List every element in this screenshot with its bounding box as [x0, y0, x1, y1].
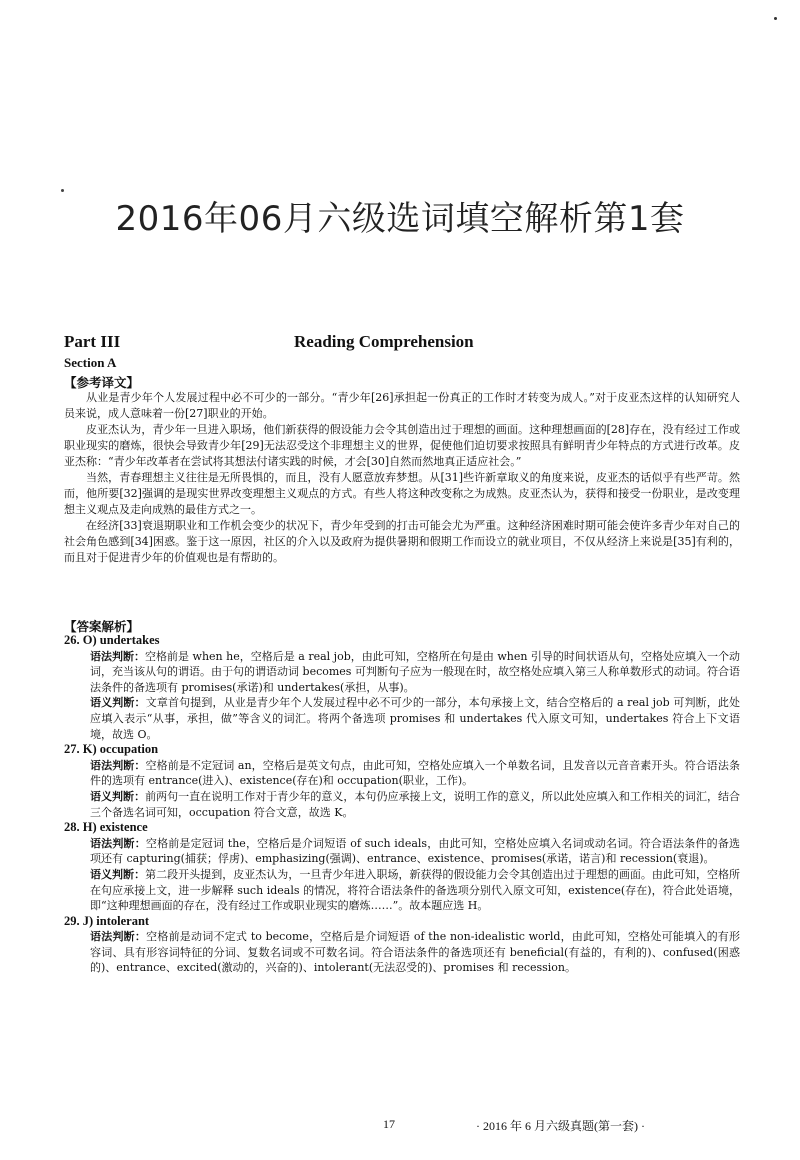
analysis-paragraph: [90, 758, 740, 789]
analysis-paragraph: [90, 649, 740, 696]
part-label: Part III: [64, 332, 121, 351]
answer-analysis-block: [64, 633, 740, 976]
analysis-label: 语法判断：: [90, 836, 146, 850]
scan-mark: [774, 17, 777, 20]
page-title: 2016年06月六级选词填空解析第1套: [115, 198, 685, 239]
analysis-text: 第二段开头提到，皮亚杰认为，一旦青少年进入职场，新获得的假设能力会令其创造出过于理想的画面。由此可知，空格所在句应承接上文，进一步解释 such ideals 的情况，将符合语法条件的备选项分别代入原文可知，existence(存在)，符合此处语境，即“这种理想画面的存在，没有经过工作或职业现实的磨炼……”。故本题应选 H。: [90, 867, 741, 913]
analysis-label: 语法判断：: [90, 930, 147, 944]
analysis-paragraph: [90, 836, 740, 867]
analysis-paragraph: [90, 695, 740, 742]
analysis-label: 语法判断：: [90, 649, 146, 663]
question-answer: 26. O) undertakes: [64, 633, 160, 647]
analysis-text: 空格前是不定冠词 an，空格后是英文句点，由此可知，空格处应填入一个单数名词，且发音以元音音素开头。符合语法条件的选项有 entrance(进入)、existence(存在)和 occupation(职业，工作)。: [90, 758, 741, 788]
translation-paragraph: 从业是青少年个人发展过程中必不可少的一部分。“青少年[26]承担起一份真正的工作时才转变为成人。”对于皮亚杰这样的认知研究人员来说，成人意味着一份[27]职业的开始。: [64, 391, 740, 420]
analysis-paragraph: [90, 867, 740, 914]
question-answer: 29. J) intolerant: [64, 913, 150, 928]
translation-block: [64, 390, 740, 566]
question-item: [64, 914, 740, 976]
analysis-paragraph: [90, 789, 740, 820]
analysis-text: 空格前是动词不定式 to become，空格后是介词短语 of the non-idealistic world，由此可知，空格处可能填入的有形容词、具有形容词特征的分词、复数名词或不可数名词。符合语法条件的备选项还有 beneficial(有益的，有利的)、confused(困惑的)、entrance、excited(激动的，兴奋的)、intolerant(无法忍受的)、promises 和 recession。: [90, 930, 741, 975]
question-item: [64, 742, 740, 820]
question-item: [64, 820, 740, 914]
analysis-text: 前两句一直在说明工作对于青少年的意义，本句仍应承接上文，说明工作的意义，所以此处应填入和工作相关的词汇，结合三个备选名词可知，occupation 符合文意，故选 K。: [90, 789, 741, 819]
section-label: Section A: [64, 355, 117, 370]
translation-paragraph: 当然，青春理想主义往往是无所畏惧的，而且，没有人愿意放弃梦想。从[31]些许新章取义的角度来说，皮亚杰的话似乎有些严苛。然而，他所要[32]强调的是现实世界改变理想主义观点的方式。有些人将这种改变称之为成熟。皮亚杰认为，获得和接受一份职业，是改变理想主义观点及走向成熟的最佳方式之一。: [64, 471, 740, 516]
translation-paragraph: 在经济[33]衰退期职业和工作机会变少的状况下，青少年受到的打击可能会尤为严重。这种经济困难时期可能会使许多青少年对自己的社会角色感到[34]困惑。鉴于这一原因，社区的介入以及政府为提供暑期和假期工作而设立的就业项目，不仅从经济上来说是[35]有利的，而且对于促进青少年的价值观也是有帮助的。: [64, 519, 740, 564]
reference-translation-heading: 【参考译文】: [64, 375, 140, 390]
analysis-paragraph: [90, 929, 740, 976]
part-title: Reading Comprehension: [294, 332, 474, 351]
translation-paragraph: 皮亚杰认为，青少年一旦进入职场，他们新获得的假设能力会令其创造出过于理想的画面。这种理想画面的[28]存在，没有经过工作或职业现实的磨炼，很快会导致青少年[29]无法忍受这个非理想主义的世界，促使他们迫切要求按照具有鲜明青少年特点的方式进行改革。皮亚杰称：“青少年改革者在尝试将其想法付诸实践的时候，才会[30]自然而然地真正适应社会。”: [64, 423, 740, 468]
question-answer: 28. H) existence: [64, 820, 148, 835]
part-header: [64, 332, 744, 354]
answer-analysis-heading: 【答案解析】: [64, 619, 140, 634]
analysis-text: 文章首句提到，从业是青少年个人发展过程中必不可少的一部分，本句承接上文，结合空格后的 a real job 可判断，此处应填入表示“从事，承担，做”等含义的词汇。将两个备选项 promises 和 undertakes 代入原文可知，undertakes 符合上下文语境，故选 O。: [90, 696, 741, 741]
question-item: [64, 633, 740, 742]
question-answer: 27. K) occupation: [64, 742, 159, 757]
analysis-text: 空格前是定冠词 the，空格后是介词短语 of such ideals，由此可知，空格处应填入名词或动名词。符合语法条件的备选项还有 capturing(捕获；俘虏)、emphasizing(强调)、entrance、existence、promises(承诺，诺言)和 recession(衰退)。: [90, 836, 740, 866]
analysis-text: 空格前是 when he，空格后是 a real job，由此可知，空格所在句是由 when 引导的时间状语从句，空格处应填入一个动词，充当该从句的谓语。由于句的谓语动词 becomes 可判断句子应为一般现在时，故空格处应填入第三人称单数形式的动词。符合语法条件的备选项有 promises(承诺)和 undertakes(承担，从事)。: [90, 649, 741, 694]
analysis-label: 语义判断：: [90, 789, 146, 803]
page-number: 17: [383, 1117, 395, 1131]
analysis-label: 语法判断：: [90, 758, 146, 772]
analysis-label: 语义判断：: [90, 867, 146, 881]
page-footer: [0, 1117, 800, 1135]
source-label: · 2016 年 6 月六级真题(第一套) ·: [476, 1119, 645, 1133]
analysis-label: 语义判断：: [90, 696, 146, 710]
